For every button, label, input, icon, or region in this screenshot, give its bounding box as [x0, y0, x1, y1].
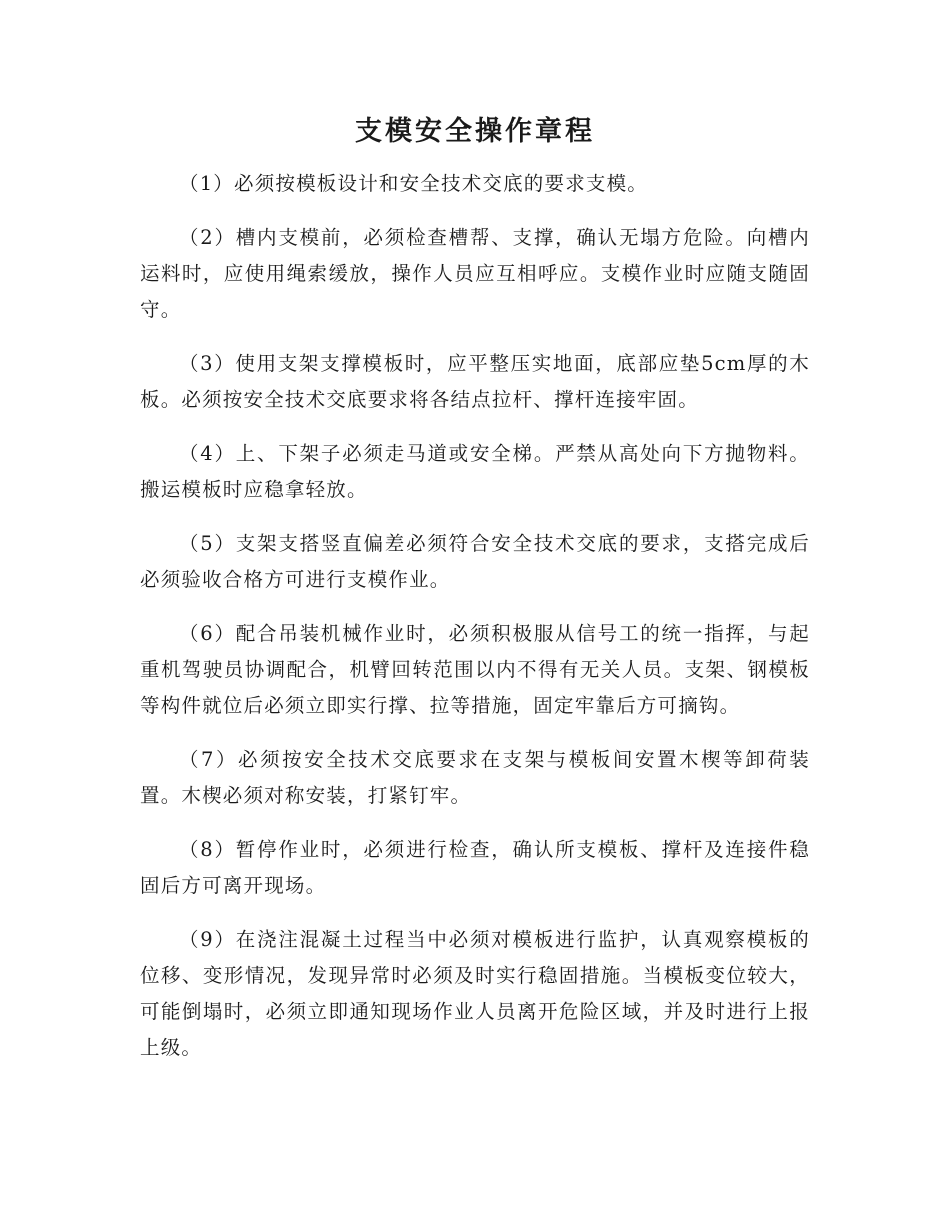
paragraph-6: （6）配合吊装机械作业时，必须积极服从信号工的统一指挥，与起重机驾驶员协调配合，机臂回转范围以内不得有无关人员。支架、钢模板等构件就位后必须立即实行撑、拉等措施，固定牢靠后方可摘钩。: [140, 622, 810, 717]
paragraph-7: （7）必须按安全技术交底要求在支架与模板间安置木楔等卸荷装置。木楔必须对称安装，打紧钉牢。: [140, 748, 810, 807]
paragraph-2: （2）槽内支模前，必须检查槽帮、支撑，确认无塌方危险。向槽内运料时，应使用绳索缓放，操作人员应互相呼应。支模作业时应随支随固守。: [140, 226, 810, 321]
paragraph-4: （4）上、下架子必须走马道或安全梯。严禁从高处向下方抛物料。搬运模板时应稳拿轻放。: [140, 442, 810, 501]
paragraph-9: （9）在浇注混凝土过程当中必须对模板进行监护，认真观察模板的位移、变形情况，发现异常时必须及时实行稳固措施。当模板变位较大，可能倒塌时，必须立即通知现场作业人员离开危险区域，并及时进行上报上级。: [140, 928, 810, 1059]
paragraph-1: （1）必须按模板设计和安全技术交底的要求支模。: [179, 172, 649, 195]
document-title: 支模安全操作章程: [355, 116, 595, 147]
paragraph-8: （8）暂停作业时，必须进行检查，确认所支模板、撑杆及连接件稳固后方可离开现场。: [140, 838, 810, 897]
document-body: [140, 166, 810, 1084]
paragraph-3: （3）使用支架支撑模板时，应平整压实地面，底部应垫5cm厚的木板。必须按安全技术交底要求将各结点拉杆、撑杆连接牢固。: [140, 352, 810, 411]
paragraph-5: （5）支架支搭竖直偏差必须符合安全技术交底的要求，支搭完成后必须验收合格方可进行支模作业。: [140, 532, 810, 591]
